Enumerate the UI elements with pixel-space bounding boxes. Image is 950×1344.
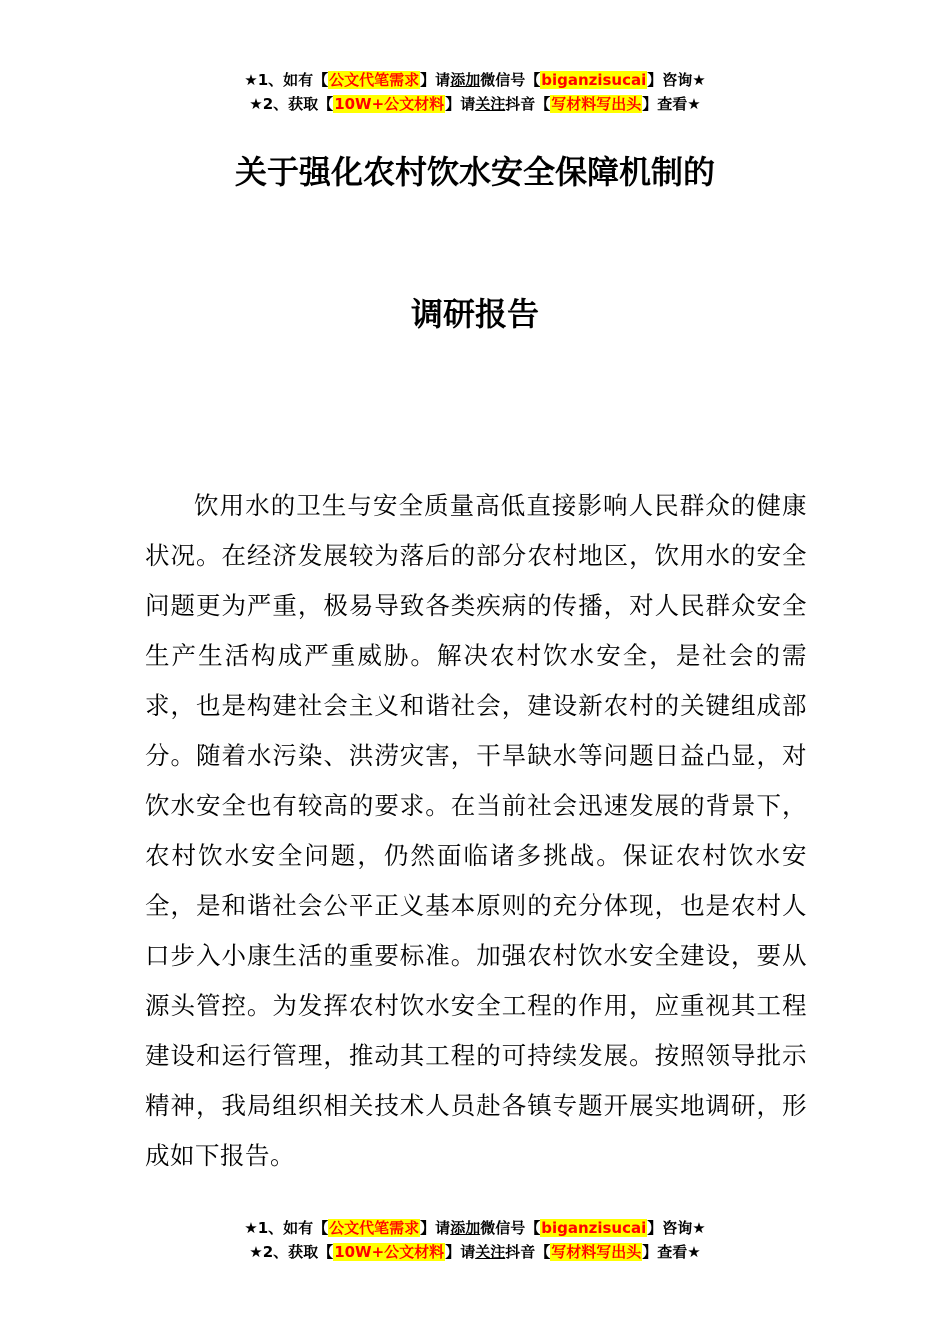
- bottom-promo-banner: [0, 1216, 950, 1264]
- promo-highlight: 10W+公文材料: [334, 1243, 445, 1261]
- promo-highlight: biganzisucai: [541, 71, 647, 89]
- promo-text: 】请: [445, 1243, 476, 1261]
- promo-line-2: [0, 1240, 950, 1264]
- promo-line-1: [0, 68, 950, 92]
- promo-highlight: 10W+公文材料: [334, 95, 445, 113]
- promo-text: 】咨询★: [647, 71, 706, 89]
- promo-text: 微信号【: [480, 71, 541, 89]
- promo-text: ★2、获取【: [249, 1243, 334, 1261]
- promo-line-2: [0, 92, 950, 116]
- promo-highlight: 写材料写出头: [551, 95, 642, 113]
- promo-text: 抖音【: [505, 95, 551, 113]
- promo-highlight: 写材料写出头: [551, 1243, 642, 1261]
- promo-highlight: 公文代笔需求: [329, 71, 420, 89]
- promo-text: ★2、获取【: [249, 95, 334, 113]
- promo-text: 】咨询★: [647, 1219, 706, 1237]
- promo-text: 】查看★: [642, 1243, 701, 1261]
- document-title-line-2: 调研报告: [410, 295, 539, 333]
- promo-text: ★1、如有【: [244, 71, 329, 89]
- promo-text: 】查看★: [642, 95, 701, 113]
- promo-text: 】请: [420, 1219, 451, 1237]
- promo-text: ★1、如有【: [244, 1219, 329, 1237]
- document-title-line-1: 关于强化农村饮水安全保障机制的: [234, 153, 715, 191]
- promo-underlined: 关注: [475, 1243, 506, 1261]
- promo-text: 】请: [445, 95, 476, 113]
- promo-highlight: 公文代笔需求: [329, 1219, 420, 1237]
- promo-highlight: biganzisucai: [541, 1219, 647, 1237]
- promo-text: 微信号【: [480, 1219, 541, 1237]
- promo-line-1: [0, 1216, 950, 1240]
- promo-text: 】请: [420, 71, 451, 89]
- top-promo-banner: [0, 68, 950, 116]
- promo-text: 抖音【: [505, 1243, 551, 1261]
- promo-underlined: 添加: [450, 71, 481, 89]
- promo-underlined: 关注: [475, 95, 506, 113]
- body-paragraph: 饮用水的卫生与安全质量高低直接影响人民群众的健康状况。在经济发展较为落后的部分农村地区，饮用水的安全问题更为严重，极易导致各类疾病的传播，对人民群众安全生产生活构成严重威胁。解决农村饮水安全，是社会的需求，也是构建社会主义和谐社会，建设新农村的关键组成部分。随着水污染、洪涝灾害，干旱缺水等问题日益凸显，对饮水安全也有较高的要求。在当前社会迅速发展的背景下，农村饮水安全问题，仍然面临诸多挑战。保证农村饮水安全，是和谐社会公平正义基本原则的充分体现，也是农村人口步入小康生活的重要标准。加强农村饮水安全建设，要从源头管控。为发挥农村饮水安全工程的作用，应重视其工程建设和运行管理，推动其工程的可持续发展。按照领导批示精神，我局组织相关技术人员赴各镇专题开展实地调研，形成如下报告。: [145, 491, 807, 1170]
- promo-underlined: 添加: [450, 1219, 481, 1237]
